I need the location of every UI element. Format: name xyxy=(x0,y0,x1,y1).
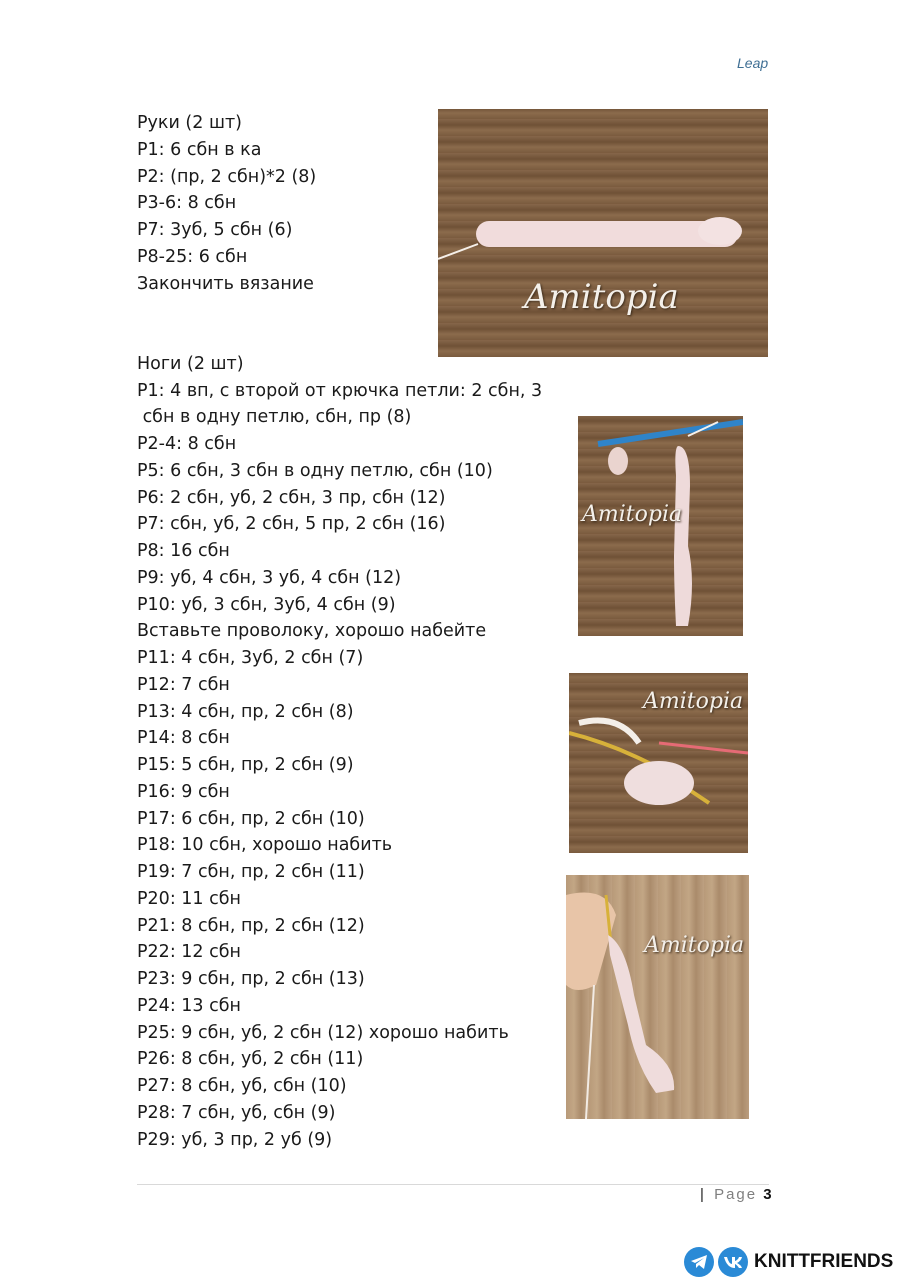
text-line: Р14: 8 сбн xyxy=(137,728,230,749)
foot-wire-photo xyxy=(569,673,748,853)
text-line: Р21: 8 сбн, пр, 2 сбн (12) xyxy=(137,915,365,936)
text-line: Р9: уб, 4 сбн, 3 уб, 4 сбн (12) xyxy=(137,567,402,588)
crochet-arm-illustration xyxy=(438,109,768,357)
text-line: Р11: 4 сбн, 3уб, 2 сбн (7) xyxy=(137,648,364,668)
text-line: Руки (2 шт) xyxy=(137,113,242,133)
text-line: Р19: 7 сбн, пр, 2 сбн (11) xyxy=(137,862,365,882)
text-line: Р25: 9 сбн, уб, 2 сбн (12) хорошо набить xyxy=(137,1022,509,1043)
text-line: Р7: сбн, уб, 2 сбн, 5 пр, 2 сбн (16) xyxy=(137,514,446,535)
text-line: Вставьте проволоку, хорошо набейте xyxy=(137,621,487,642)
watermark: Amitopia xyxy=(644,933,745,958)
page-number xyxy=(700,1186,772,1203)
text-line: Р10: уб, 3 сбн, 3уб, 4 сбн (9) xyxy=(137,594,396,615)
text-line: Р29: уб, 3 пр, 2 уб (9) xyxy=(137,1129,333,1150)
text-line: Р20: 11 сбн xyxy=(137,888,241,909)
watermark: Amitopia xyxy=(582,502,683,527)
text-line: Р1: 6 сбн в ка xyxy=(137,139,262,160)
hand-holding-leg-illustration xyxy=(566,875,749,1119)
text-line: Закончить вязание xyxy=(137,273,314,294)
text-line: Р27: 8 сбн, уб, сбн (10) xyxy=(137,1076,347,1096)
footer-divider xyxy=(137,1184,769,1185)
text-line: Р17: 6 сбн, пр, 2 сбн (10) xyxy=(137,808,365,829)
leg-photo xyxy=(578,416,743,636)
text-line: Р18: 10 сбн, хорошо набить xyxy=(137,835,393,856)
text-line: Р3-6: 8 сбн xyxy=(137,193,237,214)
text-line: Р8: 16 сбн xyxy=(137,541,230,561)
text-line: Р22: 12 сбн xyxy=(137,942,241,963)
text-line: сбн в одну петлю, сбн, пр (8) xyxy=(137,407,412,428)
page-label: Page xyxy=(714,1186,758,1203)
watermark: Amitopia xyxy=(643,689,744,714)
vk-icon xyxy=(718,1247,748,1277)
text-line: Р1: 4 вп, с второй от крючка петли: 2 сбн, 3 xyxy=(137,380,543,401)
telegram-icon xyxy=(684,1247,714,1277)
text-line: Ноги (2 шт) xyxy=(137,353,244,374)
brand-logo xyxy=(684,1245,893,1279)
text-line: Р2: (пр, 2 сбн)*2 (8) xyxy=(137,166,317,187)
leg-hand-photo xyxy=(566,875,749,1119)
text-line: Р24: 13 сбн xyxy=(137,995,241,1016)
text-line: Р2-4: 8 сбн xyxy=(137,434,237,454)
text-line: Р7: 3уб, 5 сбн (6) xyxy=(137,220,293,240)
brand-name: KNITTFRIENDS xyxy=(754,1251,894,1272)
watermark: Amitopia xyxy=(524,277,679,317)
text-line: Р6: 2 сбн, уб, 2 сбн, 3 пр, сбн (12) xyxy=(137,487,446,508)
page-bar: | xyxy=(700,1186,704,1203)
page-number-value: 3 xyxy=(763,1186,772,1203)
text-line: Р13: 4 сбн, пр, 2 сбн (8) xyxy=(137,701,354,722)
text-line: Р28: 7 сбн, уб, сбн (9) xyxy=(137,1102,336,1123)
text-line: Р8-25: 6 сбн xyxy=(137,246,248,267)
text-line: Р16: 9 сбн xyxy=(137,781,230,802)
text-line: Р15: 5 сбн, пр, 2 сбн (9) xyxy=(137,755,354,775)
text-line: Р12: 7 сбн xyxy=(137,674,230,695)
text-line: Р5: 6 сбн, 3 сбн в одну петлю, сбн (10) xyxy=(137,460,493,481)
text-line: Р23: 9 сбн, пр, 2 сбн (13) xyxy=(137,969,365,989)
text-line: Р26: 8 сбн, уб, 2 сбн (11) xyxy=(137,1049,364,1070)
header-title: Leap xyxy=(737,55,769,71)
arm-photo xyxy=(438,109,768,357)
